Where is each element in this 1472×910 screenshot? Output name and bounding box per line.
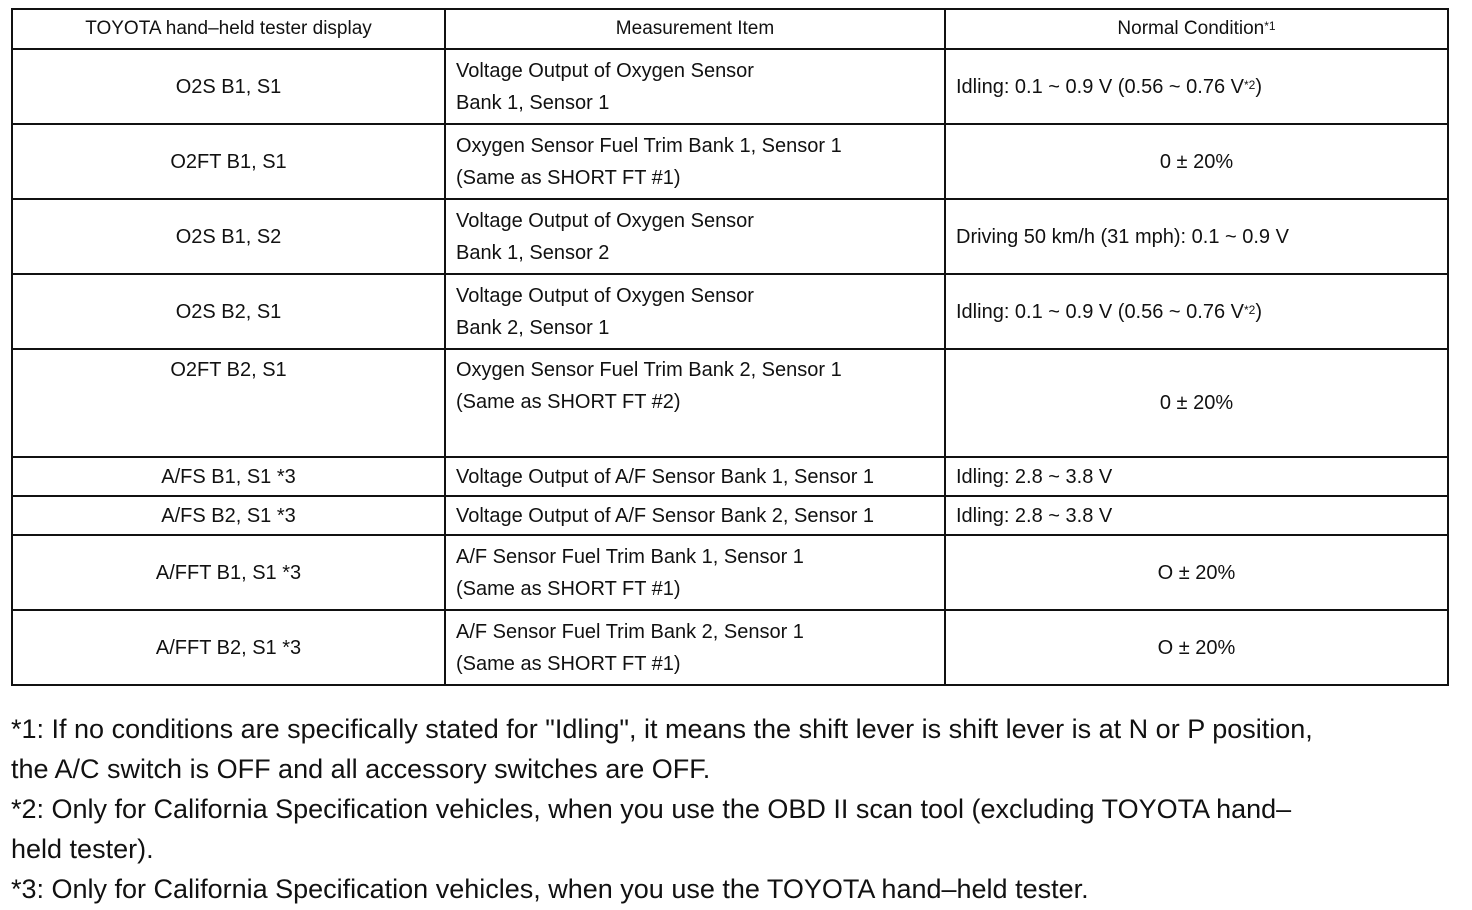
item-line-2: Bank 1, Sensor 2 xyxy=(456,241,610,264)
cell-normal-condition: Idling: 2.8 ~ 3.8 V xyxy=(945,496,1448,535)
cell-tester-display: A/FS B1, S1 *3 xyxy=(12,457,445,496)
header-normal-condition-label: Normal Condition xyxy=(1117,18,1265,39)
cell-measurement-item xyxy=(445,610,945,685)
footnotes xyxy=(11,709,1461,909)
footnote-2 xyxy=(11,789,1461,869)
item-line-2: (Same as SHORT FT #2) xyxy=(456,391,681,413)
cell-tester-display: O2FT B1, S1 xyxy=(12,124,445,199)
item-line-1: Oxygen Sensor Fuel Trim Bank 2, Sensor 1 xyxy=(456,359,842,381)
condition-text-end: ) xyxy=(1255,75,1262,98)
header-measurement-item: Measurement Item xyxy=(445,9,945,49)
table-row xyxy=(12,349,1448,457)
table-row xyxy=(12,199,1448,274)
header-normal-condition xyxy=(945,9,1448,49)
item-line-1: A/F Sensor Fuel Trim Bank 2, Sensor 1 xyxy=(456,620,804,643)
table-header-row xyxy=(12,9,1448,49)
cell-normal-condition: 0 ± 20% xyxy=(945,349,1448,457)
footnote-mark-1: *1 xyxy=(1264,19,1276,33)
item-line-1: Oxygen Sensor Fuel Trim Bank 1, Sensor 1 xyxy=(456,134,842,157)
footnote-1-line-2: the A/C switch is OFF and all accessory switches are OFF. xyxy=(11,754,711,784)
item-line-2: (Same as SHORT FT #1) xyxy=(456,652,681,675)
cell-tester-display: O2S B2, S1 xyxy=(12,274,445,349)
condition-text-end: ) xyxy=(1255,300,1262,323)
cell-measurement-item: Voltage Output of A/F Sensor Bank 1, Sensor 1 xyxy=(445,457,945,496)
footnote-3 xyxy=(11,869,1461,909)
item-line-1: Voltage Output of Oxygen Sensor xyxy=(456,59,754,82)
cell-tester-display: O2S B1, S1 xyxy=(12,49,445,124)
item-line-2: (Same as SHORT FT #1) xyxy=(456,166,681,189)
table-row xyxy=(12,124,1448,199)
cell-measurement-item: Voltage Output of A/F Sensor Bank 2, Sensor 1 xyxy=(445,496,945,535)
condition-text: Idling: 0.1 ~ 0.9 V (0.56 ~ 0.76 V xyxy=(956,300,1244,323)
cell-normal-condition: Driving 50 km/h (31 mph): 0.1 ~ 0.9 V xyxy=(945,199,1448,274)
cell-measurement-item xyxy=(445,349,945,457)
footnote-2-line-1: *2: Only for California Specification vehicles, when you use the OBD II scan tool (excluding TOYOTA hand– xyxy=(11,794,1292,824)
footnote-mark-2: *2 xyxy=(1243,302,1256,317)
condition-text: Idling: 0.1 ~ 0.9 V (0.56 ~ 0.76 V xyxy=(956,75,1244,98)
cell-normal-condition: O ± 20% xyxy=(945,610,1448,685)
table-row xyxy=(12,274,1448,349)
item-line-1: A/F Sensor Fuel Trim Bank 1, Sensor 1 xyxy=(456,545,804,568)
table-row xyxy=(12,496,1448,535)
footnote-2-line-2: held tester). xyxy=(11,834,154,864)
cell-measurement-item xyxy=(445,535,945,610)
cell-normal-condition: Idling: 2.8 ~ 3.8 V xyxy=(945,457,1448,496)
cell-normal-condition xyxy=(945,49,1448,124)
footnote-mark-2: *2 xyxy=(1243,77,1256,92)
table-row xyxy=(12,610,1448,685)
item-line-2: Bank 2, Sensor 1 xyxy=(456,316,610,339)
cell-measurement-item xyxy=(445,124,945,199)
header-tester-display: TOYOTA hand–held tester display xyxy=(12,9,445,49)
table-row xyxy=(12,535,1448,610)
footnote-1 xyxy=(11,709,1461,789)
footnote-1-line-1: *1: If no conditions are specifically stated for "Idling", it means the shift lever is shift lever is at N or P position, xyxy=(11,714,1313,744)
cell-normal-condition: O ± 20% xyxy=(945,535,1448,610)
item-line-1: Voltage Output of Oxygen Sensor xyxy=(456,284,754,307)
cell-normal-condition xyxy=(945,274,1448,349)
cell-tester-display: A/FFT B2, S1 *3 xyxy=(12,610,445,685)
cell-normal-condition: 0 ± 20% xyxy=(945,124,1448,199)
cell-tester-display: A/FFT B1, S1 *3 xyxy=(12,535,445,610)
item-line-2: Bank 1, Sensor 1 xyxy=(456,91,610,114)
table-row xyxy=(12,49,1448,124)
footnote-3-line-1: *3: Only for California Specification vehicles, when you use the TOYOTA hand–held tester. xyxy=(11,874,1089,904)
cell-tester-display: O2FT B2, S1 xyxy=(12,349,445,457)
cell-measurement-item xyxy=(445,199,945,274)
cell-measurement-item xyxy=(445,274,945,349)
cell-tester-display: A/FS B2, S1 *3 xyxy=(12,496,445,535)
specification-table xyxy=(11,8,1449,686)
cell-tester-display: O2S B1, S2 xyxy=(12,199,445,274)
item-line-2: (Same as SHORT FT #1) xyxy=(456,577,681,600)
item-line-1: Voltage Output of Oxygen Sensor xyxy=(456,209,754,232)
cell-measurement-item xyxy=(445,49,945,124)
table-row xyxy=(12,457,1448,496)
